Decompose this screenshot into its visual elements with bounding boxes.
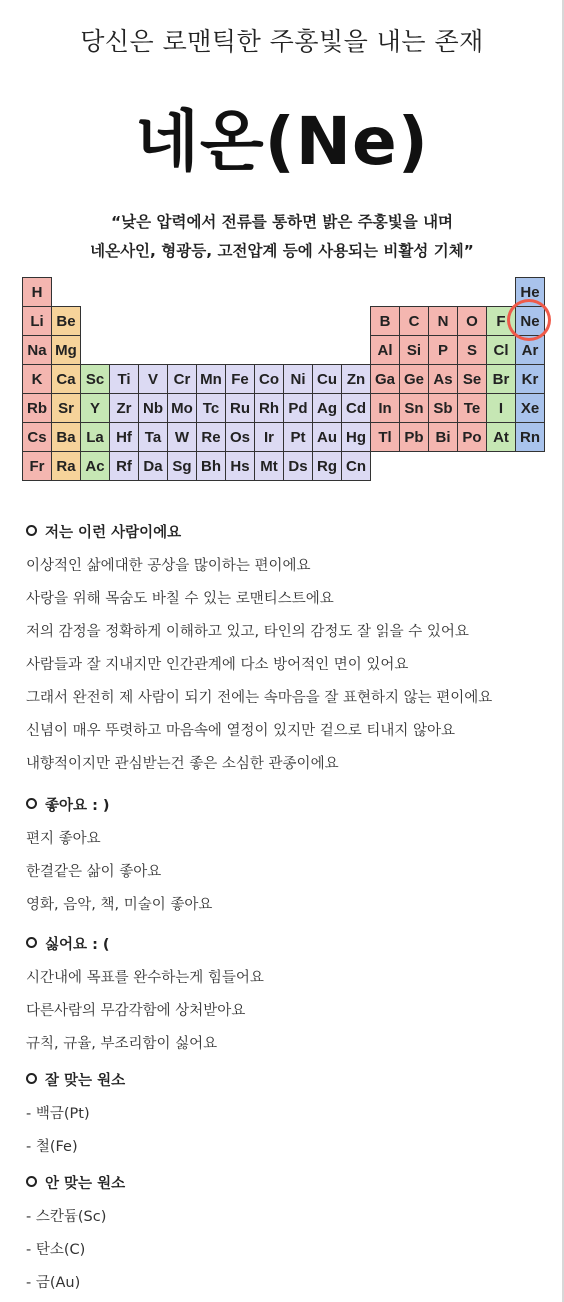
element-cell-re: Re (196, 422, 226, 452)
element-cell-k: K (22, 364, 52, 394)
element-cell-hf: Hf (109, 422, 139, 452)
element-cell-in: In (370, 393, 400, 423)
element-cell-n: N (428, 306, 458, 336)
element-cell-ru: Ru (225, 393, 255, 423)
description-line: “낮은 압력에서 전류를 통하면 밝은 주홍빛을 내며 (110, 213, 454, 231)
element-cell-as: As (428, 364, 458, 394)
element-cell-f: F (486, 306, 516, 336)
element-cell-ba: Ba (51, 422, 81, 452)
section-heading: 싫어요 : ( (26, 935, 110, 955)
element-cell-ag: Ag (312, 393, 342, 423)
element-cell-rn: Rn (515, 422, 545, 452)
element-cell-sr: Sr (51, 393, 81, 423)
element-cell-fr: Fr (22, 451, 52, 481)
list-item: 한결같은 삶이 좋아요 (26, 864, 162, 880)
element-cell-ga: Ga (370, 364, 400, 394)
list-item: 그래서 완전히 제 사람이 되기 전에는 속마음을 잘 표현하지 않는 편이에요 (26, 690, 493, 706)
bullet-circle-icon (26, 1073, 37, 1084)
periodic-table (22, 277, 546, 480)
list-item: 편지 좋아요 (26, 831, 101, 847)
element-cell-sb: Sb (428, 393, 458, 423)
element-cell-b: B (370, 306, 400, 336)
element-cell-at: At (486, 422, 516, 452)
element-cell-da: Da (138, 451, 168, 481)
element-cell-ni: Ni (283, 364, 313, 394)
list-item: 저의 감정을 정확하게 이해하고 있고, 타인의 감정도 잘 읽을 수 있어요 (26, 624, 469, 640)
element-cell-ar: Ar (515, 335, 545, 365)
element-cell-ac: Ac (80, 451, 110, 481)
element-cell-ti: Ti (109, 364, 139, 394)
list-item: 내향적이지만 관심받는건 좋은 소심한 관종이에요 (26, 756, 339, 772)
element-cell-mn: Mn (196, 364, 226, 394)
element-cell-rg: Rg (312, 451, 342, 481)
list-item: 규칙, 규율, 부조리함이 싫어요 (26, 1036, 218, 1052)
list-item: - 스칸듐(Sc) (26, 1209, 107, 1225)
element-cell-p: P (428, 335, 458, 365)
element-cell-li: Li (22, 306, 52, 336)
list-item: 신념이 매우 뚜렷하고 마음속에 열정이 있지만 겉으로 티내지 않아요 (26, 723, 456, 739)
element-cell-ca: Ca (51, 364, 81, 394)
element-cell-se: Se (457, 364, 487, 394)
list-item: - 탄소(C) (26, 1242, 86, 1258)
element-description (0, 208, 564, 266)
element-cell-pb: Pb (399, 422, 429, 452)
element-cell-pd: Pd (283, 393, 313, 423)
bullet-circle-icon (26, 937, 37, 948)
section-heading: 잘 맞는 원소 (26, 1071, 125, 1091)
element-cell-i: I (486, 393, 516, 423)
element-cell-hg: Hg (341, 422, 371, 452)
element-cell-fe: Fe (225, 364, 255, 394)
list-item: 영화, 음악, 책, 미술이 좋아요 (26, 897, 213, 913)
element-cell-bi: Bi (428, 422, 458, 452)
element-cell-cu: Cu (312, 364, 342, 394)
list-item: 다른사람의 무감각함에 상처받아요 (26, 1003, 246, 1019)
bullet-circle-icon (26, 1176, 37, 1187)
section-heading: 저는 이런 사람이에요 (26, 523, 181, 543)
list-item: 이상적인 삶에대한 공상을 많이하는 편이에요 (26, 558, 311, 574)
element-cell-au: Au (312, 422, 342, 452)
section-heading: 좋아요 : ) (26, 796, 110, 816)
element-cell-bh: Bh (196, 451, 226, 481)
element-cell-zr: Zr (109, 393, 139, 423)
list-item: - 금(Au) (26, 1275, 81, 1291)
list-item: 사람들과 잘 지내지만 인간관계에 다소 방어적인 면이 있어요 (26, 657, 409, 673)
element-cell-rh: Rh (254, 393, 284, 423)
element-cell-te: Te (457, 393, 487, 423)
element-cell-hs: Hs (225, 451, 255, 481)
element-cell-sg: Sg (167, 451, 197, 481)
element-cell-ne: Ne (515, 306, 545, 336)
element-cell-rf: Rf (109, 451, 139, 481)
description-line: 네온사인, 형광등, 고전압계 등에 사용되는 비활성 기체” (90, 242, 474, 260)
section-heading: 안 맞는 원소 (26, 1174, 125, 1194)
element-cell-nb: Nb (138, 393, 168, 423)
element-cell-cn: Cn (341, 451, 371, 481)
element-cell-cs: Cs (22, 422, 52, 452)
element-cell-zn: Zn (341, 364, 371, 394)
element-cell-sc: Sc (80, 364, 110, 394)
element-cell-tc: Tc (196, 393, 226, 423)
element-cell-s: S (457, 335, 487, 365)
element-cell-la: La (80, 422, 110, 452)
element-cell-br: Br (486, 364, 516, 394)
element-cell-os: Os (225, 422, 255, 452)
list-item: 시간내에 목표를 완수하는게 힘들어요 (26, 970, 264, 986)
element-cell-v: V (138, 364, 168, 394)
element-cell-be: Be (51, 306, 81, 336)
element-cell-sn: Sn (399, 393, 429, 423)
element-cell-po: Po (457, 422, 487, 452)
element-cell-cl: Cl (486, 335, 516, 365)
element-cell-c: C (399, 306, 429, 336)
page-title: 네온(Ne) (135, 103, 429, 180)
element-cell-h: H (22, 277, 52, 307)
element-cell-co: Co (254, 364, 284, 394)
element-cell-y: Y (80, 393, 110, 423)
page-subtitle: 당신은 로맨틱한 주홍빛을 내는 존재 (80, 27, 484, 56)
list-item: - 철(Fe) (26, 1139, 78, 1155)
element-cell-ta: Ta (138, 422, 168, 452)
element-cell-al: Al (370, 335, 400, 365)
element-cell-rb: Rb (22, 393, 52, 423)
bullet-circle-icon (26, 525, 37, 536)
element-cell-na: Na (22, 335, 52, 365)
element-cell-ds: Ds (283, 451, 313, 481)
element-cell-ge: Ge (399, 364, 429, 394)
element-cell-mt: Mt (254, 451, 284, 481)
element-cell-o: O (457, 306, 487, 336)
element-cell-mg: Mg (51, 335, 81, 365)
element-cell-xe: Xe (515, 393, 545, 423)
list-item: - 백금(Pt) (26, 1106, 90, 1122)
element-cell-kr: Kr (515, 364, 545, 394)
element-cell-w: W (167, 422, 197, 452)
bullet-circle-icon (26, 798, 37, 809)
list-item: 사랑을 위해 목숨도 바칠 수 있는 로맨티스트에요 (26, 591, 334, 607)
element-cell-mo: Mo (167, 393, 197, 423)
element-cell-cr: Cr (167, 364, 197, 394)
element-cell-ir: Ir (254, 422, 284, 452)
element-cell-he: He (515, 277, 545, 307)
element-cell-si: Si (399, 335, 429, 365)
element-cell-pt: Pt (283, 422, 313, 452)
element-cell-ra: Ra (51, 451, 81, 481)
element-cell-cd: Cd (341, 393, 371, 423)
element-cell-tl: Tl (370, 422, 400, 452)
